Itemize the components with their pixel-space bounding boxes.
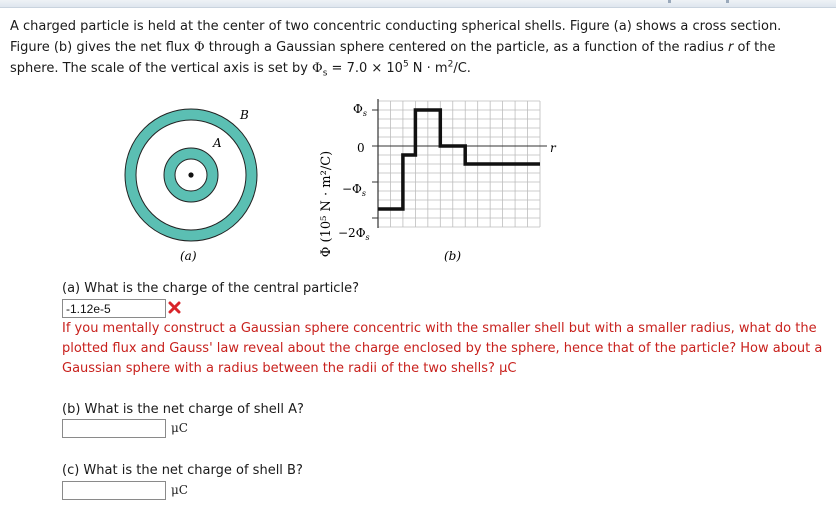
answer-b-input[interactable] <box>62 419 166 438</box>
central-particle <box>188 172 193 177</box>
cross-icon <box>168 301 181 314</box>
caption-a: (a) <box>180 249 197 263</box>
part-b-prompt: (b) What is the net charge of shell A? <box>62 402 304 417</box>
part-a-prompt: (a) What is the charge of the central particle? <box>62 281 359 296</box>
question-line: sphere. The scale of the vertical axis is set by $\Phi_s = 7.0 \times 10^5$ $N \cdot m^2/C$. <box>10 59 471 79</box>
tick-label-neg-phis: $-\Phi_s$ <box>342 182 367 198</box>
question-line: Figure (b) gives the net flux Φ through a Gaussian sphere centered on the particle, as a function of the radius r of the <box>10 40 776 55</box>
label-shell-b: B <box>240 108 249 122</box>
question-text <box>10 16 825 79</box>
hint-text: If you mentally construct a Gaussian sphere concentric with the smaller shell but with a smaller radius, what do the plotted flux and Gauss' law reveal about the charge enclosed by the sphere, hence that of the particle? How about a Gaussian sphere with a radius between the radii of the two shells? μC <box>62 321 823 376</box>
unit-b: μC <box>171 421 188 435</box>
label-shell-a: A <box>213 136 222 150</box>
top-toolbar-strip <box>0 0 836 8</box>
caption-b: (b) <box>444 249 462 263</box>
toolbar-marker <box>726 0 729 3</box>
figure-a <box>115 108 265 268</box>
answer-a-input[interactable] <box>62 299 166 318</box>
tick-label-phis: $\Phi_s$ <box>353 102 367 118</box>
figure-b-chart <box>300 96 560 268</box>
unit-c: μC <box>171 483 188 497</box>
x-axis-label: r <box>550 141 556 155</box>
tick-label-zero: 0 <box>357 141 365 155</box>
question-line: A charged particle is held at the center of two concentric conducting spherical shells. Figure (a) shows a cross section. <box>10 19 782 34</box>
toolbar-marker <box>668 0 671 3</box>
answer-c-input[interactable] <box>62 481 166 500</box>
part-c-prompt: (c) What is the net charge of shell B? <box>62 463 303 478</box>
tick-label-neg2-phis: $-2\Phi_s$ <box>338 226 370 242</box>
flux-series-line <box>378 110 540 209</box>
y-axis-label: Φ (10⁵ N · m²/C) <box>319 150 334 258</box>
